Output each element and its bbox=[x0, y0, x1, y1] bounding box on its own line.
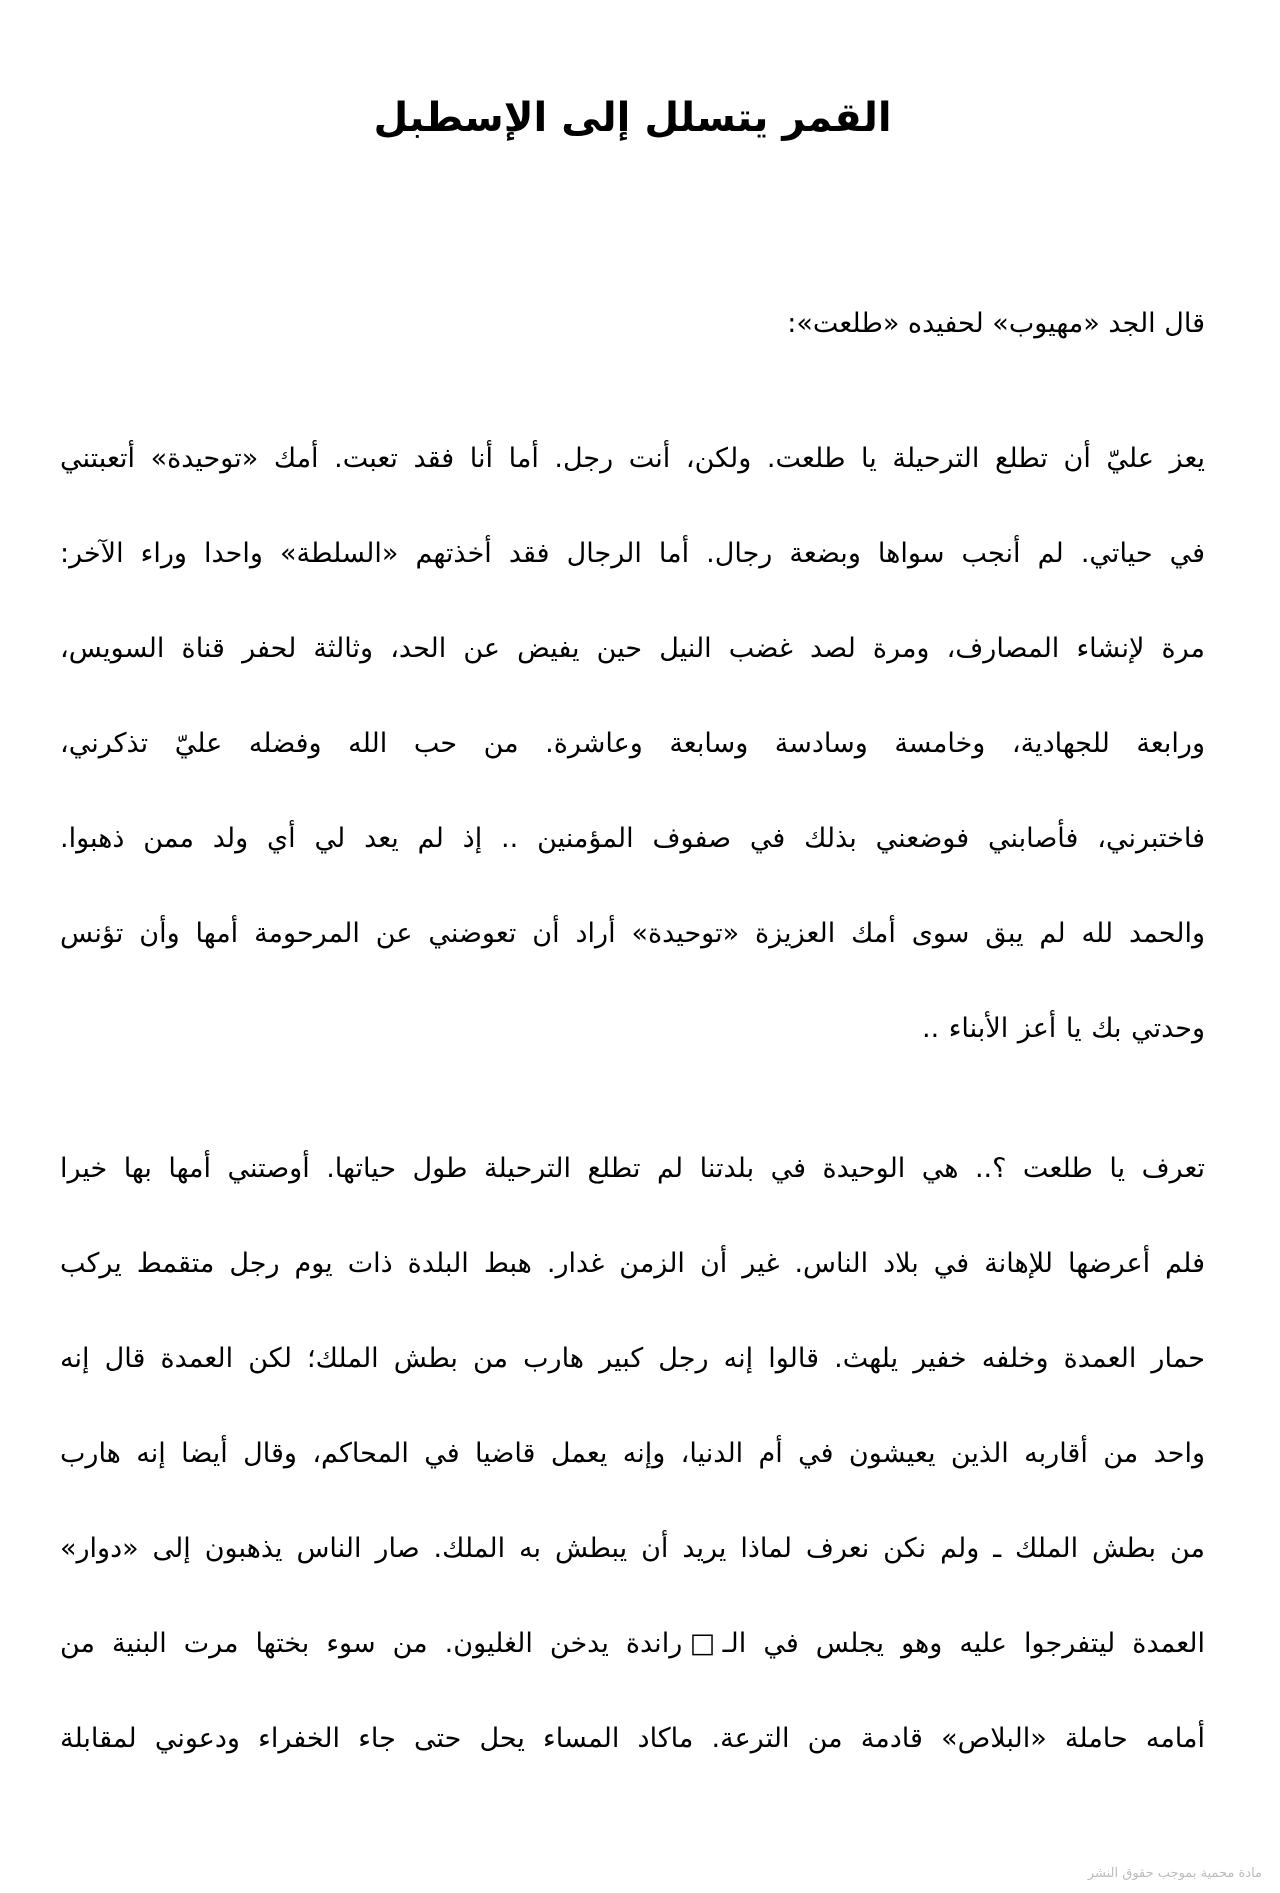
text-line: مرة لإنشاء المصارف، ومرة لصد غضب النيل حين يفيض عن الحد، وثالثة لحفر قناة السويس، bbox=[60, 633, 1205, 664]
text-line: فاختبرني، فأصابني فوضعني بذلك في صفوف المؤمنين .. إذ لم يعد لي أي ولد ممن ذهبوا. bbox=[60, 823, 1205, 854]
text-line: فلم أعرضها للإهانة في بلاد الناس. غير أن الزمن غدار. هبط البلدة ذات يوم رجل متقمط يركب bbox=[60, 1248, 1205, 1279]
text-line: حمار العمدة وخلفه خفير يلهث. قالوا إنه رجل كبير هارب من بطش الملك؛ لكن العمدة قال إنه bbox=[60, 1343, 1205, 1374]
text-line: ورابعة للجهادية، وخامسة وسادسة وسابعة وعاشرة. من حب الله وفضله عليّ تذكرني، bbox=[60, 728, 1205, 759]
text-line: واحد من أقاربه الذين يعيشون في أم الدنيا، وإنه يعمل قاضيا في المحاكم، وقال أيضا إنه هارب bbox=[60, 1438, 1205, 1469]
paragraph-2 bbox=[60, 1121, 1205, 1786]
text-line: في حياتي. لم أنجب سواها وبضعة رجال. أما الرجال فقد أخذتهم «السلطة» واحدا وراء الآخر: bbox=[60, 538, 1205, 569]
paragraph-1 bbox=[60, 411, 1205, 1076]
text-line: وحدتي بك يا أعز الأبناء .. bbox=[921, 1013, 1205, 1044]
text-line: العمدة ليتفرجوا عليه وهو يجلس في الـ□راندة يدخن الغليون. من سوء بختها مرت البنية من bbox=[60, 1628, 1205, 1659]
text-line: من بطش الملك ـ ولم نكن نعرف لماذا يريد أن يبطش به الملك. صار الناس يذهبون إلى «دوار» bbox=[60, 1533, 1205, 1564]
copyright-watermark: مادة محمية بموجب حقوق النشر bbox=[1087, 1866, 1262, 1881]
text-line: والحمد لله لم يبق سوى أمك العزيزة «توحيدة» أراد أن تعوضني عن المرحومة أمها وأن تؤنس bbox=[60, 918, 1205, 949]
document-title: القمر يتسلل إلى الإسطبل bbox=[373, 95, 892, 141]
intro-line: قال الجد «مهيوب» لحفيده «طلعت»: bbox=[787, 308, 1205, 339]
text-line: تعرف يا طلعت ؟.. هي الوحيدة في بلدتنا لم تطلع الترحيلة طول حياتها. أوصتني أمها بها خيرا bbox=[60, 1153, 1205, 1184]
text-line: أمامه حاملة «البلاص» قادمة من الترعة. ماكاد المساء يحل حتى جاء الخفراء ودعوني لمقابلة bbox=[60, 1723, 1205, 1754]
text-line: يعز عليّ أن تطلع الترحيلة يا طلعت. ولكن، أنت رجل. أما أنا فقد تعبت. أمك «توحيدة» أتعبتني bbox=[60, 443, 1205, 474]
